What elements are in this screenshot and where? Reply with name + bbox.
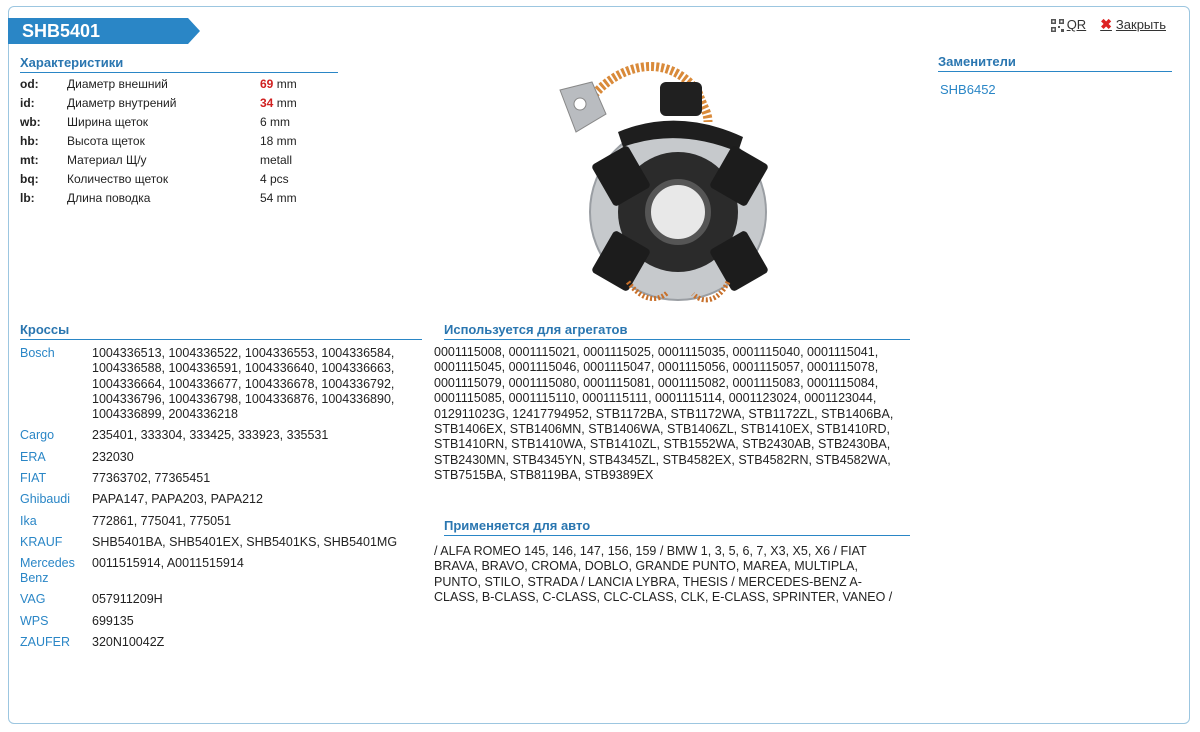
- cross-brand: Mercedes Benz: [20, 556, 75, 586]
- spec-name: Количество щеток: [67, 171, 169, 186]
- header-links: [1051, 16, 1166, 33]
- qr-label: QR: [1066, 17, 1087, 32]
- product-photo: [548, 52, 798, 312]
- cross-row: [20, 592, 422, 607]
- cross-brand: ERA: [20, 449, 46, 464]
- product-title: SHB5401: [22, 21, 101, 41]
- spec-value: [260, 96, 340, 110]
- cross-codes: 1004336513, 1004336522, 1004336553, 1004336584, 1004336588, 1004336591, 1004336640, 1004336663, 1004336664, 1004336677, 1004336678, 1004336792, 1004336796, 1004336798, 1004336876, 1004336890, 1004336899, 2004336218: [92, 346, 395, 422]
- spec-name: Ширина щеток: [67, 114, 149, 129]
- cross-codes[interactable]: SHB5401BA, SHB5401EX, SHB5401KS, SHB5401MG: [92, 534, 398, 549]
- spec-name: Длина поводка: [67, 190, 151, 205]
- cross-row: [20, 514, 422, 529]
- replacements-title: Заменители: [938, 54, 1172, 72]
- cross-codes: 772861, 775041, 775051: [92, 513, 232, 528]
- spec-row: [20, 74, 340, 93]
- cross-codes: 77363702, 77365451: [92, 471, 211, 486]
- spec-row: [20, 131, 340, 150]
- spec-value-unit: mm: [276, 76, 297, 91]
- spec-key: mt:: [20, 152, 39, 167]
- cross-brand: FIAT: [20, 471, 47, 486]
- spec-value: 4 pcs: [260, 171, 289, 186]
- cross-brand: KRAUF: [20, 534, 63, 549]
- cross-brand: VAG: [20, 592, 46, 607]
- spec-name: Высота щеток: [67, 133, 145, 148]
- cross-row: [20, 471, 422, 486]
- cross-brand: Ika: [20, 513, 37, 528]
- cross-row: [20, 614, 422, 629]
- cross-codes: 0011515914, A0011515914: [92, 556, 244, 571]
- cross-brand: Cargo: [20, 428, 55, 443]
- cross-brand: ZAUFER: [20, 634, 70, 649]
- cross-brand: Bosch: [20, 346, 55, 360]
- spec-value-unit: mm: [276, 95, 297, 110]
- qr-link[interactable]: [1051, 17, 1087, 32]
- spec-key: lb:: [20, 190, 35, 205]
- cross-row: [20, 556, 422, 586]
- close-icon: ✖: [1100, 16, 1112, 32]
- cross-row: [20, 535, 422, 550]
- cross-brand: WPS: [20, 613, 49, 628]
- spec-key: id:: [20, 95, 35, 110]
- aggregates-list: 0001115008, 0001115021, 0001115025, 0001115035, 0001115040, 0001115041, 0001115045, 0001115046, 0001115047, 0001115056, 0001115057, 0001115078, 0001115079, 0001115080, 0001115081, 0001115082, 0001115083, 0001115084, 0001115085, 0001115110, 0001115111, 0001115114, 0001123024, 0001123044, 012911023G, 12417794952, STB1172BA, STB1172WA, STB1172ZL, STB1406BA, STB1406EX, STB1406MN, STB1406WA, STB1406ZL, STB1410EX, STB1410RD, STB1410RN, STB1410WA, STB1410ZL, STB1552WA, STB2430AB, STB2430BA, STB2430MN, STB4345YN, STB4345ZL, STB4582EX, STB4582RN, STB4582WA, STB7515BA, STB8119BA, STB9389EX: [434, 345, 894, 483]
- spec-key: wb:: [20, 114, 41, 129]
- replacements-list: [940, 82, 996, 97]
- aggregates-title: Используется для агрегатов: [444, 322, 910, 340]
- spec-row: [20, 112, 340, 131]
- vehicles-title: Применяется для авто: [444, 518, 910, 536]
- spec-row: [20, 169, 340, 188]
- cross-row: [20, 428, 422, 443]
- cross-codes: PAPA147, PAPA203, PAPA212: [92, 492, 263, 507]
- specs-title: Характеристики: [20, 55, 338, 73]
- cross-row: [20, 346, 422, 422]
- spec-row: [20, 188, 340, 207]
- cross-codes: 057911209H: [92, 592, 163, 607]
- cross-row: [20, 492, 422, 507]
- spec-name: Диаметр внешний: [67, 76, 168, 91]
- spec-value: [260, 77, 340, 91]
- vehicles-list: / ALFA ROMEO 145, 146, 147, 156, 159 / BMW 1, 3, 5, 6, 7, X3, X5, X6 / FIAT BRAVA, BRAVO, CROMA, DOBLO, GRANDE PUNTO, MAREA, MULTIPLA, PUNTO, STILO, STRADA / LANCIA LYBRA, THESIS / MERCEDES-BENZ A-CLASS, B-CLASS, C-CLASS, CLC-CLASS, CLK, E-CLASS, SPRINTER, VANEO /: [434, 544, 893, 605]
- spec-value: 6 mm: [260, 114, 290, 129]
- cross-codes[interactable]: 320N10042Z: [92, 634, 165, 649]
- spec-name: Материал Щ/у: [67, 152, 147, 167]
- spec-value-number: 69: [260, 76, 274, 91]
- cross-codes: 699135: [92, 613, 134, 628]
- crosses-table: [20, 346, 422, 656]
- spec-value: 18 mm: [260, 133, 297, 148]
- cross-row: [20, 635, 422, 650]
- qr-icon: [1051, 19, 1063, 31]
- replacement-link[interactable]: SHB6452: [940, 82, 996, 97]
- cross-codes: 232030: [92, 449, 134, 464]
- spec-key: hb:: [20, 133, 39, 148]
- title-tab: [8, 18, 198, 44]
- close-link[interactable]: [1100, 16, 1166, 33]
- cross-row: [20, 450, 422, 465]
- crosses-title: Кроссы: [20, 322, 422, 340]
- spec-value: metall: [260, 152, 293, 167]
- spec-key: od:: [20, 76, 39, 91]
- spec-value-number: 34: [260, 95, 274, 110]
- spec-value: 54 mm: [260, 190, 297, 205]
- spec-row: [20, 150, 340, 169]
- cross-brand: Ghibaudi: [20, 492, 71, 507]
- spec-key: bq:: [20, 171, 39, 186]
- spec-row: [20, 93, 340, 112]
- spec-name: Диаметр внутрений: [67, 95, 177, 110]
- close-label: Закрыть: [1115, 17, 1166, 32]
- specs-table: [20, 74, 340, 207]
- cross-codes: 235401, 333304, 333425, 333923, 335531: [92, 428, 329, 443]
